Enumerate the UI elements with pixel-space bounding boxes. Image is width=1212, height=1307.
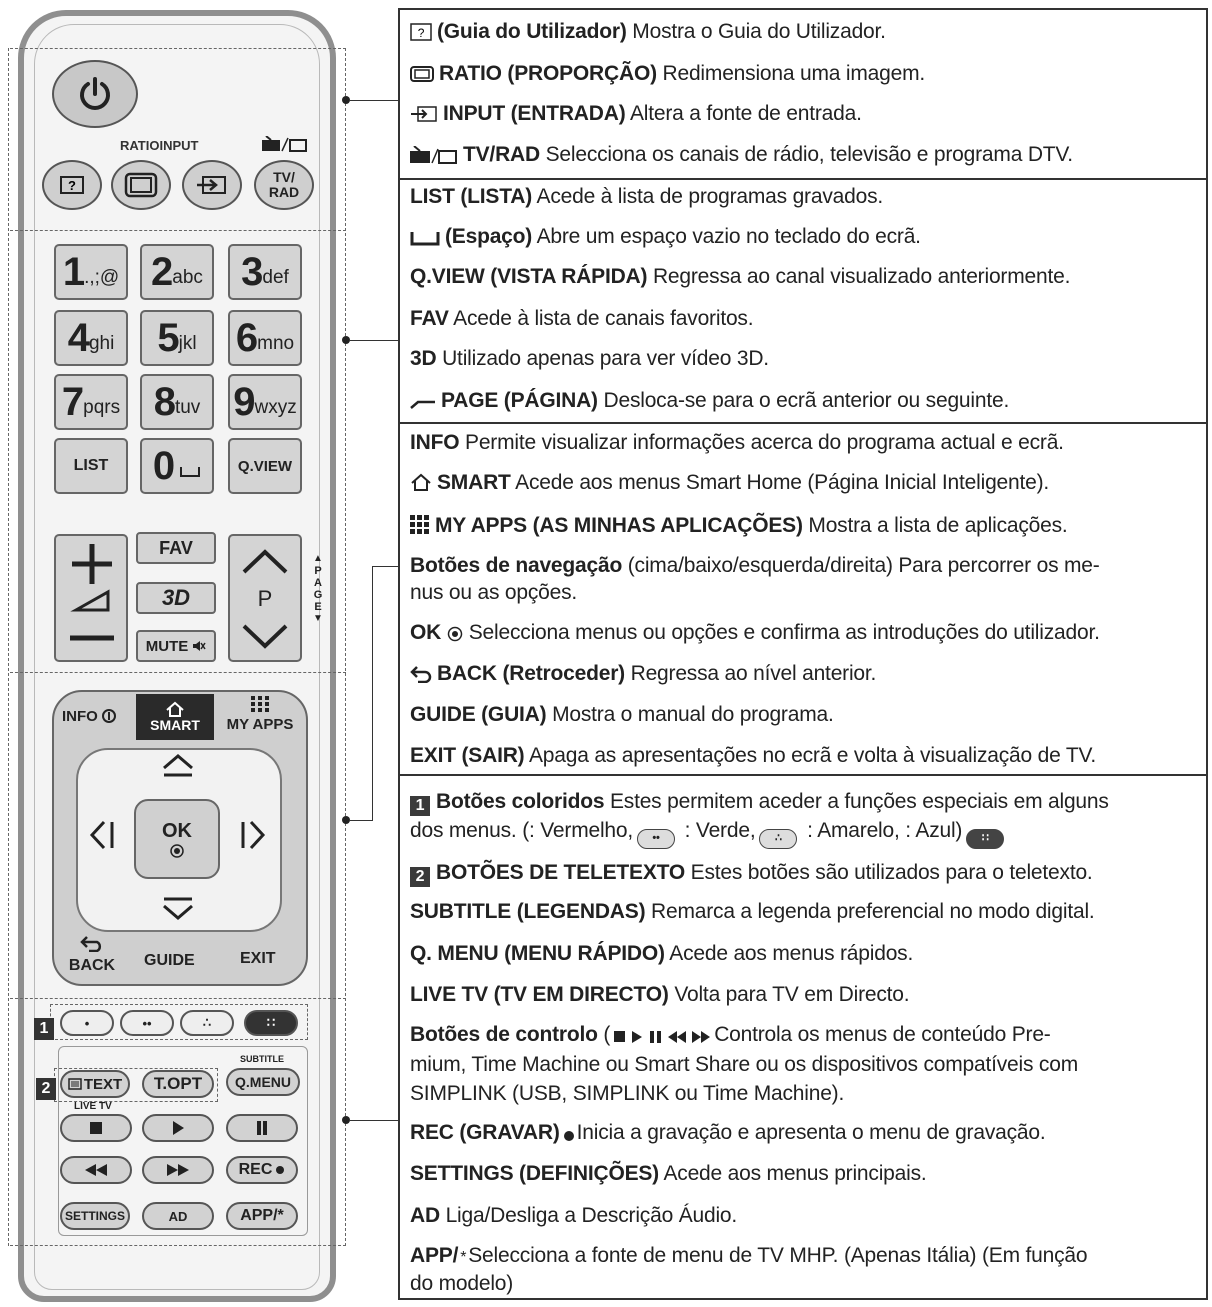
nav-down-button[interactable]: [160, 896, 196, 930]
line-subtitle: SUBTITLE (LEGENDAS) Remarca a legenda preferencial no modo digital.: [410, 900, 1095, 923]
connector-dot-1: [342, 96, 350, 104]
line-qmenu: Q. MENU (MENU RÁPIDO) Acede aos menus rápidos.: [410, 942, 914, 965]
key-digit: 5: [157, 315, 178, 360]
tv-radio-icon: [262, 136, 308, 152]
line-input: INPUT (ENTRADA) Altera a fonte de entrada.: [410, 100, 1198, 127]
key-digit: 2: [151, 249, 172, 294]
smart-label: SMART: [150, 717, 200, 733]
description-panel: [398, 8, 1208, 1300]
section-keypad: [400, 180, 1206, 424]
line-rec: REC (GRAVAR) Inicia a gravação e apresenta o menu de gravação.: [410, 1121, 1046, 1144]
fav-button[interactable]: [136, 532, 216, 564]
channel-rocker[interactable]: [228, 534, 302, 662]
down-arrow-icon: [160, 896, 196, 922]
badge-2: 2: [36, 1078, 56, 1100]
apps-grid-icon: [251, 696, 269, 712]
back-label: BACK: [68, 957, 116, 974]
line-color-buttons-2: dos menus. (: Vermelho, •• : Verde, ∴ : Amarelo, : Azul) ∷: [410, 817, 1198, 849]
line-color-buttons-1: 1 Botões coloridos Estes permitem aceder a funções especiais em alguns: [410, 788, 1198, 816]
number-key-1[interactable]: [54, 244, 128, 300]
blue-pill-icon: ∷: [966, 829, 1004, 849]
line-control-2: mium, Time Machine ou Smart Share ou os dispositivos compatíveis com: [410, 1053, 1078, 1076]
exit-label: EXIT: [240, 950, 276, 967]
line-exit: EXIT (SAIR) Apaga as apresentações no ecrã e volta à visualização de TV.: [410, 744, 1097, 767]
connector-line-3b: [372, 566, 373, 821]
line-ratio: RATIO (PROPORÇÃO) Redimensiona uma imagem.: [410, 60, 1198, 87]
line-back: BACK (Retroceder) Regressa ao nível anterior.: [410, 660, 1198, 687]
red-button[interactable]: [60, 1010, 114, 1036]
zero-digit: 0: [152, 443, 174, 488]
stop-button[interactable]: [60, 1114, 132, 1142]
topt-label: T.OPT: [153, 1074, 203, 1093]
power-icon: [75, 74, 115, 114]
home-icon: [410, 472, 432, 492]
page-up-icon: [410, 400, 436, 410]
tv-rad-line2: RAD: [268, 184, 300, 200]
rec-dot-icon: [275, 1165, 285, 1175]
pause-button[interactable]: [226, 1114, 298, 1142]
key-digit: 7: [61, 379, 83, 424]
four-dots-icon: ∷: [266, 1015, 276, 1030]
text-button[interactable]: [60, 1070, 130, 1098]
number-key-8[interactable]: [140, 374, 214, 430]
line-list: LIST (LISTA) Acede à lista de programas gravados.: [410, 185, 884, 208]
fav-label: FAV: [159, 537, 193, 558]
badge-2-icon: 2: [410, 867, 430, 887]
key-letters: pqrs: [83, 397, 121, 418]
number-key-2[interactable]: [140, 244, 214, 300]
connector-dot-2: [342, 336, 350, 344]
nav-left-button[interactable]: [88, 818, 118, 860]
info-icon: [102, 709, 116, 723]
number-key-5[interactable]: [140, 310, 214, 366]
line-navigation-2: nus ou as opções.: [410, 581, 578, 604]
qview-button[interactable]: [228, 438, 302, 494]
tv-rad-line1: TV/: [273, 169, 295, 185]
yellow-button[interactable]: [180, 1010, 234, 1036]
page-side-label: ▲ P A G E ▼: [313, 553, 323, 624]
input-icon: [195, 174, 229, 196]
guide-button[interactable]: [144, 952, 195, 970]
play-icon: [172, 1121, 184, 1135]
mute-icon: [192, 640, 206, 652]
stop-icon: [90, 1122, 102, 1134]
guide-label: GUIDE: [144, 952, 195, 969]
key-letters: jkl: [178, 333, 197, 354]
exit-button[interactable]: [240, 950, 276, 968]
green-button[interactable]: [120, 1010, 174, 1036]
volume-rocker[interactable]: [54, 534, 128, 662]
group-outline-right: [345, 48, 346, 1246]
channel-p-label: P: [257, 586, 273, 611]
user-guide-button[interactable]: [42, 160, 102, 210]
green-label: : Verde,: [679, 819, 756, 842]
three-dots-icon: ∴: [202, 1015, 212, 1030]
settings-button[interactable]: [60, 1202, 130, 1230]
key-digit: 8: [153, 379, 174, 424]
line-info: INFO Permite visualizar informações acerca do programa actual e ecrã.: [410, 431, 1064, 454]
user-guide-icon: [410, 23, 432, 41]
nav-right-button[interactable]: [238, 818, 268, 860]
rec-label: REC: [238, 1161, 273, 1178]
qview-label: Q.VIEW: [237, 457, 293, 475]
number-key-6[interactable]: [228, 310, 302, 366]
line-fav: FAV Acede à lista de canais favoritos.: [410, 307, 754, 330]
3d-label: 3D: [161, 585, 191, 610]
nav-up-button[interactable]: [160, 752, 196, 786]
up-arrow-icon: [160, 752, 196, 778]
group-outline-left: [8, 48, 9, 1246]
power-button[interactable]: [52, 60, 138, 128]
line-ok: OK Selecciona menus ou opções e confirma as introduções do utilizador.: [410, 621, 1100, 644]
yellow-pill-icon: ∴: [759, 829, 797, 849]
asterisk-icon: *: [460, 1249, 467, 1266]
back-arrow-icon: [79, 934, 105, 952]
rewind-button[interactable]: [60, 1156, 132, 1184]
key-letters: .,;@: [84, 267, 120, 288]
badge-1: 1: [34, 1018, 54, 1040]
red-label: : Vermelho,: [529, 819, 634, 842]
zero-button[interactable]: [140, 438, 214, 494]
line-settings: SETTINGS (DEFINIÇÕES) Acede aos menus principais.: [410, 1162, 927, 1185]
number-key-4[interactable]: [54, 310, 128, 366]
left-arrow-icon: [88, 818, 118, 852]
live-tv-small-label: LIVE TV: [74, 1101, 112, 1112]
number-key-3[interactable]: [228, 244, 302, 300]
qmenu-button[interactable]: [226, 1068, 300, 1096]
app-label: APP/*: [240, 1207, 284, 1224]
tv-radio-icon-label: [262, 136, 308, 155]
line-live-tv: LIVE TV (TV EM DIRECTO) Volta para TV em Directo.: [410, 983, 910, 1006]
connector-line-3c: [372, 566, 398, 567]
connector-line-3a: [350, 820, 372, 821]
one-dot-icon: •: [84, 1015, 90, 1031]
home-icon: [165, 701, 185, 717]
section-navigation: [400, 424, 1206, 776]
divider-2: [10, 672, 346, 673]
my-apps-label: MY APPS: [226, 716, 294, 733]
space-icon: [410, 230, 440, 246]
svg-text:?: ?: [417, 26, 425, 40]
qmenu-label: Q.MENU: [235, 1074, 291, 1090]
key-letters: wxyz: [254, 397, 297, 418]
section-top-buttons: [400, 10, 1206, 180]
ad-button[interactable]: [142, 1202, 214, 1230]
my-apps-button[interactable]: [226, 696, 294, 733]
key-digit: 1: [62, 249, 84, 294]
mute-button[interactable]: [136, 630, 216, 662]
3d-button[interactable]: [136, 582, 216, 614]
input-button[interactable]: [182, 160, 242, 210]
key-letters: def: [262, 267, 289, 288]
ok-dot-icon: [447, 626, 463, 642]
ratio-icon: [124, 172, 158, 198]
topt-button[interactable]: [142, 1070, 214, 1098]
info-button[interactable]: [62, 708, 116, 725]
key-letters: mno: [257, 333, 295, 354]
playback-icons: [614, 1030, 710, 1044]
connector-line-2: [350, 340, 398, 341]
apps-grid-icon: [410, 515, 430, 535]
settings-label: SETTINGS: [64, 1209, 125, 1223]
blue-label: : Azul): [899, 819, 963, 842]
key-digit: 9: [233, 379, 254, 424]
blue-button[interactable]: [244, 1010, 298, 1036]
ok-label: OK: [162, 819, 192, 842]
user-guide-icon: [59, 175, 85, 195]
play-button[interactable]: [142, 1114, 214, 1142]
line-app-2: do modelo): [410, 1272, 514, 1295]
line-tv-rad: TV/RAD Selecciona os canais de rádio, televisão e programa DTV.: [410, 141, 1198, 168]
info-label: INFO: [62, 708, 98, 725]
list-button[interactable]: [54, 438, 128, 494]
rec-dot-icon: [563, 1130, 575, 1142]
ok-dot-icon: [169, 843, 185, 859]
ok-button[interactable]: [134, 799, 220, 879]
line-page: PAGE (PÁGINA) Desloca-se para o ecrã anterior ou seguinte.: [410, 387, 1198, 414]
mute-label: MUTE: [145, 637, 189, 655]
yellow-label: : Amarelo,: [801, 819, 900, 842]
connector-dot-3: [342, 816, 350, 824]
connector-dot-4: [342, 1116, 350, 1124]
line-guide: GUIDE (GUIA) Mostra o manual do programa.: [410, 703, 834, 726]
subtitle-small-label: SUBTITLE: [240, 1054, 284, 1064]
line-smart: SMART Acede aos menus Smart Home (Página Inicial Inteligente).: [410, 469, 1198, 496]
line-qview: Q.VIEW (VISTA RÁPIDA) Regressa ao canal visualizado anteriormente.: [410, 265, 1071, 288]
key-letters: ghi: [88, 333, 115, 354]
line-space: (Espaço) Abre um espaço vazio no teclado do ecrã.: [410, 223, 1198, 250]
connector-line-4: [350, 1120, 398, 1121]
key-digit: 6: [235, 315, 257, 360]
divider-3: [10, 998, 346, 999]
text-label: TEXT: [83, 1075, 123, 1093]
green-pill-icon: ••: [637, 829, 675, 849]
rec-button[interactable]: [226, 1156, 298, 1184]
control-mid-label: Controla os menus de conteúdo Pre-: [714, 1023, 1051, 1046]
list-label: LIST: [73, 457, 109, 474]
line-my-apps: MY APPS (AS MINHAS APLICAÇÕES) Mostra a lista de aplicações.: [410, 512, 1198, 539]
connector-line-1: [350, 100, 398, 101]
line-app-1: APP/ *Selecciona a fonte de menu de TV MHP. (Apenas Itália) (Em função: [410, 1244, 1088, 1267]
volume-icons: [56, 536, 126, 660]
line-navigation-1: Botões de navegação (cima/baixo/esquerda/direita) Para percorrer os me-: [410, 554, 1100, 577]
tv-rad-button[interactable]: [254, 160, 314, 210]
line-control-3: SIMPLINK (USB, SIMPLINK ou Time Machine).: [410, 1082, 845, 1105]
line-user-guide: ? (Guia do Utilizador) Mostra o Guia do Utilizador.: [410, 18, 1198, 45]
badge-1-icon: 1: [410, 796, 430, 816]
line-teletext: 2 BOTÕES DE TELETEXTO Estes botões são utilizados para o teletexto.: [410, 859, 1198, 887]
tv-radio-icon: [410, 146, 458, 164]
two-dots-icon: ••: [142, 1015, 152, 1031]
fast-forward-button[interactable]: [142, 1156, 214, 1184]
back-arrow-icon: [410, 665, 432, 683]
smart-button[interactable]: [136, 694, 214, 740]
line-control-1: Botões de controlo ( Controla os menus de conteúdo Pre-: [410, 1023, 1051, 1046]
number-key-7[interactable]: [54, 374, 128, 430]
teletext-icon: [68, 1078, 82, 1090]
line-ad: AD Liga/Desliga a Descrição Áudio.: [410, 1204, 738, 1227]
fast-forward-icon: [167, 1164, 189, 1176]
divider-1: [10, 230, 346, 231]
back-button[interactable]: [62, 934, 122, 975]
app-button[interactable]: [226, 1202, 298, 1230]
line-3d: 3D Utilizado apenas para ver vídeo 3D.: [410, 347, 769, 370]
ratio-button[interactable]: [111, 160, 171, 210]
svg-text:?: ?: [68, 178, 76, 193]
number-key-9[interactable]: [228, 374, 302, 430]
right-arrow-icon: [238, 818, 268, 852]
key-letters: tuv: [174, 397, 201, 418]
key-letters: abc: [172, 267, 203, 288]
ad-label: AD: [168, 1208, 188, 1224]
rewind-icon: [85, 1164, 107, 1176]
input-icon: [410, 105, 438, 123]
ratio-icon: [410, 65, 434, 83]
key-digit: 4: [67, 315, 88, 360]
space-icon: [179, 466, 201, 478]
pause-icon: [256, 1121, 268, 1135]
section-lower-buttons: [400, 776, 1206, 1302]
key-digit: 3: [241, 249, 262, 294]
ratio-input-label: RATIOINPUT: [120, 138, 199, 153]
